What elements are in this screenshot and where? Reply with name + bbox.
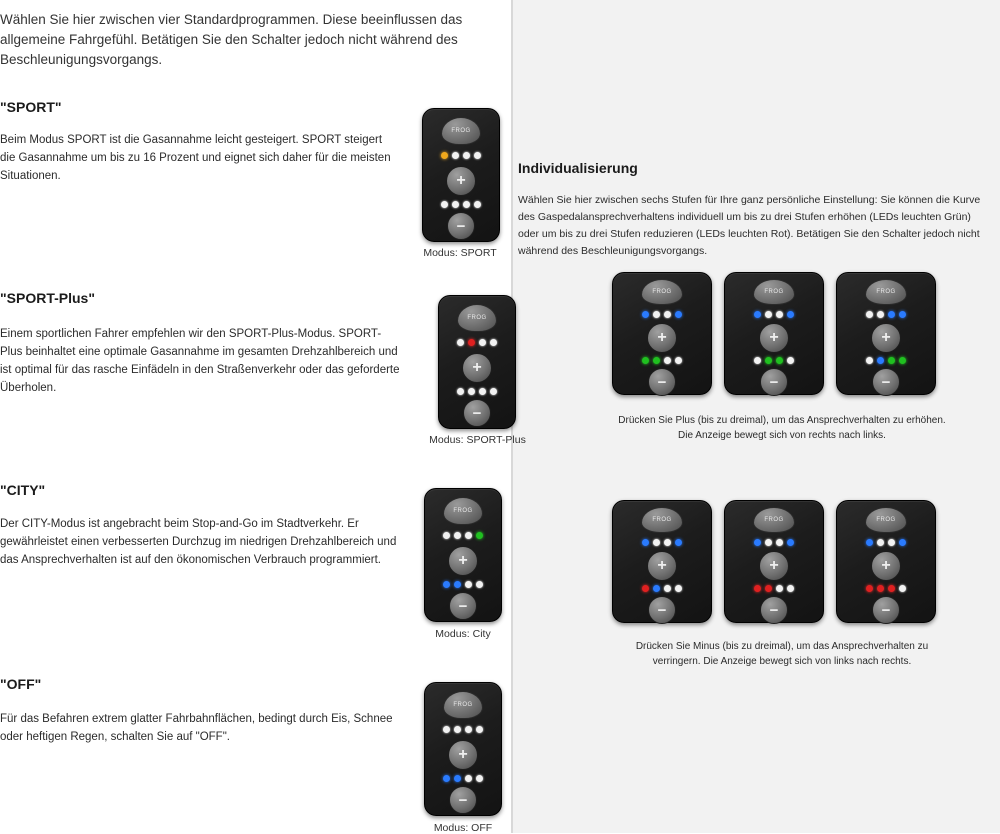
device-minus-2[interactable] [724,500,824,623]
minus-button[interactable]: − [760,596,788,624]
section-body-sport-plus: Einem sportlichen Fahrer empfehlen wir den SPORT-Plus-Modus. SPORT-Plus beinhaltet eine optimale Gasannahme im gesamten Drehzahlbereich und ist optimal für das rasche Einfädeln in den Straßenverkehr oder das geforderte Überholen. [0,328,400,394]
led-indicator [443,581,450,588]
led-row-bottom-plus-2 [752,357,796,364]
section-title-sport: "SPORT" [0,99,62,115]
led-indicator [899,357,906,364]
led-row-bottom-minus-3 [864,585,908,592]
led-indicator [866,539,873,546]
led-indicator [463,152,470,159]
led-indicator [443,775,450,782]
plus-button[interactable]: + [448,546,478,576]
led-indicator [490,388,497,395]
device-plus-3[interactable] [836,272,936,395]
led-indicator [888,539,895,546]
led-indicator [787,585,794,592]
led-indicator [441,152,448,159]
led-indicator [452,201,459,208]
plus-button[interactable]: + [871,551,901,581]
led-indicator [441,201,448,208]
led-indicator [443,726,450,733]
frog-logo-button[interactable]: FROG [865,507,907,533]
plus-button[interactable]: + [446,166,476,196]
caption-sport-plus: Modus: SPORT-Plus [429,434,526,446]
section-body-off: Für das Befahren extrem glatter Fahrbahnflächen, bedingt durch Eis, Schnee oder heftigen Regen, schalten Sie auf "OFF". [0,713,393,743]
led-indicator [754,357,761,364]
led-row-top-minus-3 [864,539,908,546]
led-indicator [765,585,772,592]
frog-logo-button[interactable]: FROG [443,497,483,525]
led-indicator [899,585,906,592]
led-row-bottom-sport [439,201,483,208]
led-row-top-minus-1 [640,539,684,546]
led-indicator [468,388,475,395]
frog-logo-button[interactable]: FROG [441,117,481,145]
led-indicator [675,539,682,546]
plus-button[interactable]: + [647,551,677,581]
device-plus-1[interactable] [612,272,712,395]
led-indicator [476,726,483,733]
minus-button[interactable]: − [447,212,475,240]
led-indicator [454,775,461,782]
led-indicator [457,339,464,346]
led-indicator [877,585,884,592]
device-minus-1[interactable] [612,500,712,623]
led-indicator [787,357,794,364]
frog-logo-button[interactable]: FROG [753,507,795,533]
led-indicator [465,532,472,539]
led-indicator [443,532,450,539]
led-indicator [776,311,783,318]
led-indicator [653,585,660,592]
led-indicator [866,585,873,592]
caption-city: Modus: City [435,628,491,640]
caption-sport: Modus: SPORT [423,247,497,259]
minus-button[interactable]: − [648,596,676,624]
caption-plus-instruction: Drücken Sie Plus (bis zu dreimal), um das Ansprechverhalten zu erhöhen. Die Anzeige bewegt sich von rechts nach links. [618,415,946,441]
led-indicator [899,539,906,546]
led-indicator [642,357,649,364]
led-indicator [787,311,794,318]
right-section-body: Wählen Sie hier zwischen sechs Stufen für Ihre ganz persönliche Einstellung: Sie können die Kurve des Gaspedalansprechverhaltens individuell um bis zu drei Stufen erhöhen (LEDs leuchten Grün) oder um bis zu drei Stufen reduzieren (LEDs leuchten Rot). Betätigen Sie den Schalter jedoch nicht während des Beschleunigungsvorgangs. [518,194,981,257]
led-indicator [463,201,470,208]
led-row-bottom-off [441,775,485,782]
led-row-top-city [441,532,485,539]
minus-button[interactable]: − [463,399,491,427]
led-row-bottom-plus-3 [864,357,908,364]
caption-minus-instruction: Drücken Sie Minus (bis zu dreimal), um das Ansprechverhalten zu verringern. Die Anzeige bewegt sich von links nach rechts. [635,641,929,667]
led-row-top-plus-2 [752,311,796,318]
led-indicator [888,585,895,592]
led-indicator [476,581,483,588]
minus-button[interactable]: − [449,786,477,814]
led-indicator [664,585,671,592]
led-indicator [653,539,660,546]
device-sport-plus[interactable] [438,295,516,429]
led-indicator [454,532,461,539]
led-indicator [653,311,660,318]
plus-button[interactable]: + [759,323,789,353]
led-indicator [642,539,649,546]
led-indicator [866,311,873,318]
intro-paragraph: Wählen Sie hier zwischen vier Standardprogrammen. Diese beeinflussen das allgemeine Fahrgefühl. Betätigen Sie den Schalter jedoch nicht während des Beschleunigungsvorgangs. [0,12,463,67]
led-indicator [675,585,682,592]
led-indicator [888,311,895,318]
device-plus-2[interactable] [724,272,824,395]
frog-logo-button[interactable]: FROG [641,507,683,533]
led-indicator [476,775,483,782]
led-indicator [899,311,906,318]
led-indicator [468,339,475,346]
led-indicator [754,311,761,318]
led-indicator [642,585,649,592]
frog-logo-button[interactable]: FROG [457,304,497,332]
minus-button[interactable]: − [449,592,477,620]
led-indicator [754,539,761,546]
section-body-sport: Beim Modus SPORT ist die Gasannahme leicht gesteigert. SPORT steigert die Gasannahme um bis zu 16 Prozent und eignet sich daher für die meisten Situationen. [0,134,391,182]
minus-button[interactable]: − [760,368,788,396]
device-off[interactable] [424,682,502,816]
led-indicator [465,726,472,733]
led-indicator [479,339,486,346]
device-city[interactable] [424,488,502,622]
led-row-bottom-city [441,581,485,588]
led-indicator [675,311,682,318]
led-indicator [877,311,884,318]
led-indicator [776,357,783,364]
section-title-sport-plus: "SPORT-Plus" [0,290,95,306]
led-indicator [664,539,671,546]
led-indicator [454,581,461,588]
led-row-top-plus-3 [864,311,908,318]
frog-logo-button[interactable]: FROG [641,279,683,305]
led-indicator [476,532,483,539]
led-row-bottom-plus-1 [640,357,684,364]
led-indicator [452,152,459,159]
section-body-city: Der CITY-Modus ist angebracht beim Stop-and-Go im Stadtverkehr. Er gewährleistet einen verbesserten Durchzug im niedrigen Drehzahlbereich und das Ansprechverhalten ist auf den ökonomischen Verbrauch programmiert. [0,518,397,566]
led-row-bottom-minus-2 [752,585,796,592]
minus-button[interactable]: − [872,368,900,396]
led-indicator [454,726,461,733]
led-row-top-plus-1 [640,311,684,318]
frog-logo-button[interactable]: FROG [443,691,483,719]
right-section-title: Individualisierung [518,160,638,176]
led-indicator [479,388,486,395]
led-indicator [474,152,481,159]
plus-button[interactable]: + [647,323,677,353]
led-indicator [765,539,772,546]
led-indicator [888,357,895,364]
led-indicator [490,339,497,346]
led-indicator [877,539,884,546]
minus-button[interactable]: − [872,596,900,624]
led-indicator [787,539,794,546]
led-indicator [457,388,464,395]
caption-off: Modus: OFF [433,822,493,834]
plus-button[interactable]: + [759,551,789,581]
led-row-top-sport [439,152,483,159]
led-indicator [474,201,481,208]
led-row-bottom-minus-1 [640,585,684,592]
led-indicator [675,357,682,364]
section-title-city: "CITY" [0,482,46,498]
led-indicator [664,311,671,318]
led-row-top-sport-plus [455,339,499,346]
section-title-off: "OFF" [0,676,42,692]
frog-logo-button[interactable]: FROG [865,279,907,305]
plus-button[interactable]: + [871,323,901,353]
led-indicator [642,311,649,318]
led-indicator [776,539,783,546]
device-sport[interactable] [422,108,500,242]
led-indicator [465,775,472,782]
led-indicator [465,581,472,588]
led-indicator [653,357,660,364]
led-indicator [877,357,884,364]
led-indicator [765,357,772,364]
led-row-top-off [441,726,485,733]
led-indicator [664,357,671,364]
led-indicator [776,585,783,592]
plus-button[interactable]: + [448,740,478,770]
frog-logo-button[interactable]: FROG [753,279,795,305]
plus-button[interactable]: + [462,353,492,383]
minus-button[interactable]: − [648,368,676,396]
led-indicator [765,311,772,318]
device-minus-3[interactable] [836,500,936,623]
led-indicator [866,357,873,364]
led-row-bottom-sport-plus [455,388,499,395]
led-row-top-minus-2 [752,539,796,546]
led-indicator [754,585,761,592]
